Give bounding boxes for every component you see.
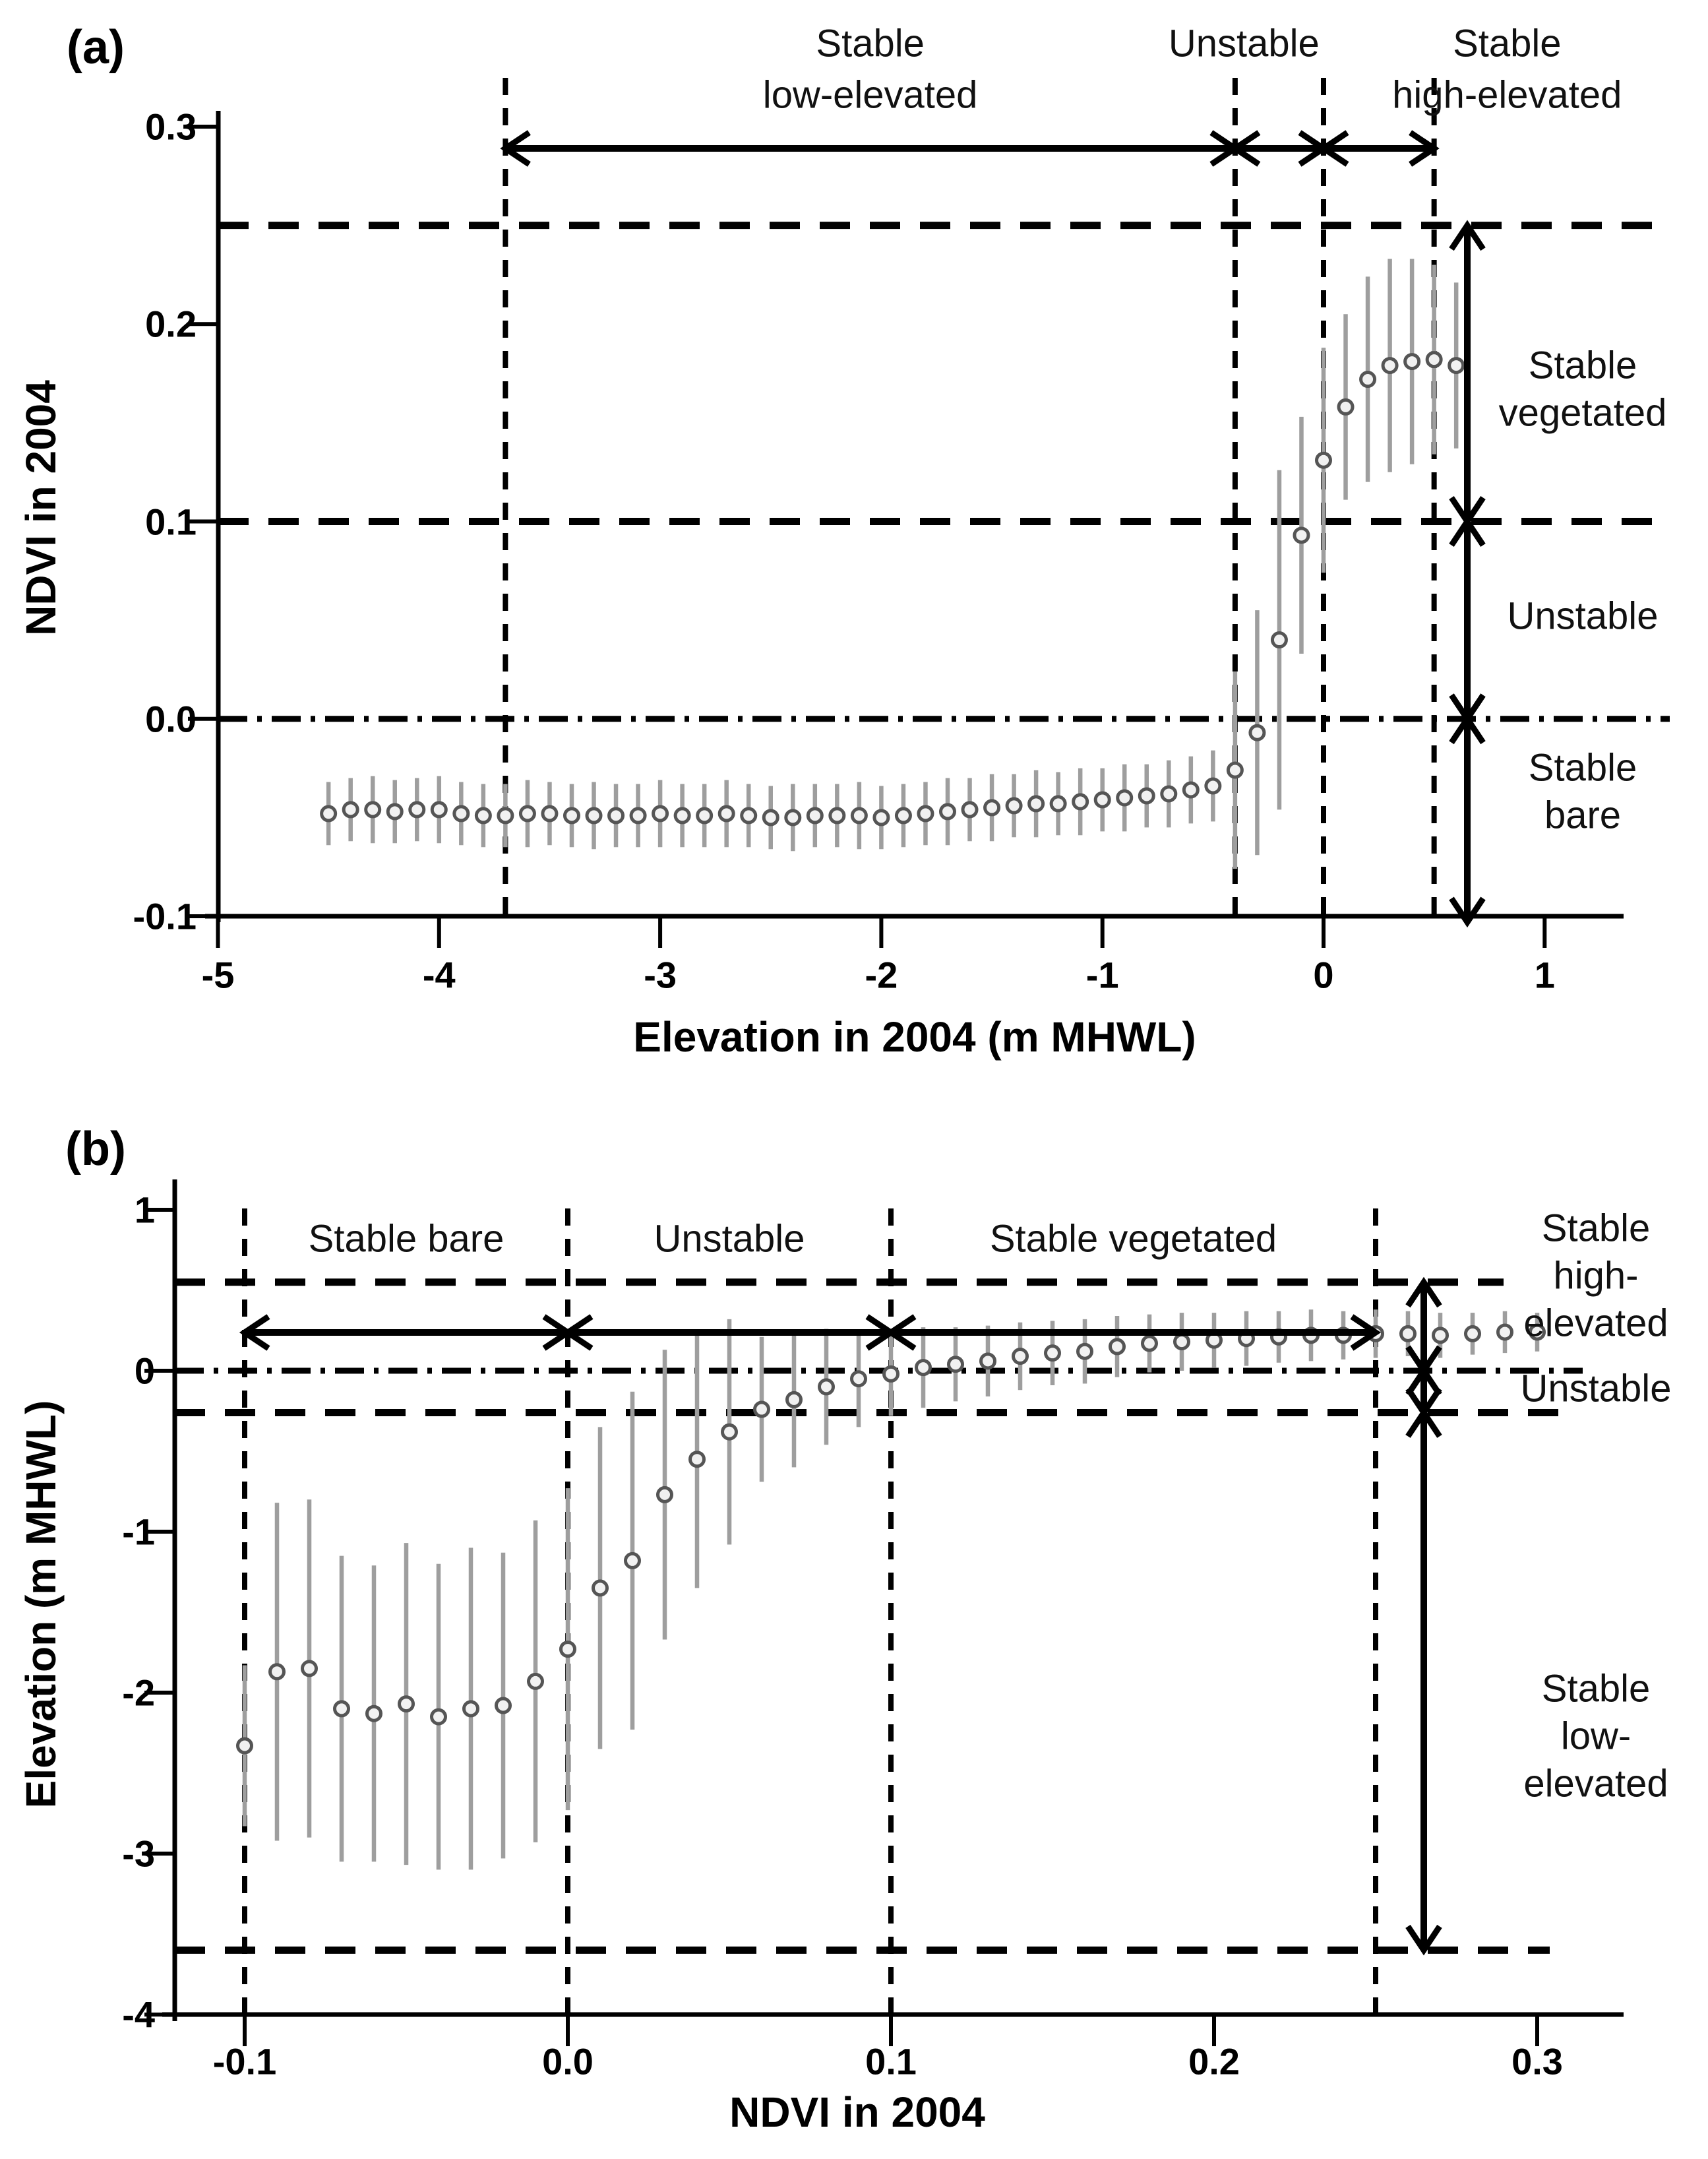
data-point bbox=[949, 1358, 963, 1371]
data-point bbox=[497, 1699, 510, 1712]
data-point bbox=[690, 1453, 704, 1466]
data-point bbox=[787, 1392, 801, 1406]
data-point bbox=[940, 805, 954, 819]
data-point bbox=[1140, 789, 1153, 803]
data-point bbox=[675, 809, 689, 823]
data-point bbox=[896, 809, 910, 823]
data-point bbox=[335, 1702, 349, 1716]
y-tick-label: 1 bbox=[134, 1189, 155, 1231]
top-region-label: Stable bbox=[816, 22, 925, 65]
y-tick-label: -1 bbox=[122, 1511, 155, 1553]
right-region-label: vegetated bbox=[1498, 391, 1667, 435]
data-point bbox=[1361, 373, 1375, 387]
data-point bbox=[594, 1581, 607, 1595]
y-tick-label: -2 bbox=[122, 1672, 155, 1714]
data-point bbox=[564, 809, 578, 823]
x-tick-label: -5 bbox=[201, 954, 235, 996]
panel-a-letter: (a) bbox=[67, 21, 125, 74]
data-point bbox=[631, 809, 645, 823]
data-point bbox=[917, 1361, 930, 1375]
data-point bbox=[609, 809, 623, 823]
top-region-label: Stable bbox=[1453, 22, 1562, 65]
data-point bbox=[742, 809, 756, 823]
data-point bbox=[238, 1739, 252, 1753]
data-point bbox=[366, 803, 380, 817]
y-tick-label: 0.1 bbox=[145, 501, 197, 542]
data-point bbox=[1143, 1336, 1157, 1350]
data-point bbox=[1118, 791, 1132, 805]
data-point bbox=[1272, 633, 1286, 647]
right-region-label: Stable bbox=[1541, 1206, 1651, 1250]
data-point bbox=[432, 1710, 446, 1724]
data-point bbox=[529, 1674, 543, 1688]
data-point bbox=[884, 1367, 898, 1381]
data-point bbox=[1228, 763, 1242, 777]
right-region-label: bare bbox=[1544, 794, 1622, 837]
data-point bbox=[919, 807, 932, 821]
y-tick-label: 0.2 bbox=[145, 303, 197, 345]
data-point bbox=[1383, 359, 1397, 373]
data-point bbox=[764, 811, 778, 825]
data-point bbox=[1401, 1327, 1415, 1340]
panel-b-letter: (b) bbox=[65, 1123, 126, 1175]
x-tick-label: 0.0 bbox=[542, 2040, 594, 2082]
right-region-label: Unstable bbox=[1520, 1367, 1672, 1410]
panel-b-x-axis-title: NDVI in 2004 bbox=[729, 2088, 985, 2136]
data-point bbox=[454, 807, 468, 821]
right-region-label: high- bbox=[1553, 1254, 1639, 1298]
data-point bbox=[820, 1380, 834, 1394]
data-point bbox=[587, 809, 601, 823]
data-point bbox=[1250, 726, 1264, 739]
data-point bbox=[1466, 1327, 1480, 1340]
data-point bbox=[1339, 400, 1353, 414]
data-point bbox=[476, 809, 490, 823]
data-point bbox=[1449, 359, 1463, 373]
top-region-label: Unstable bbox=[654, 1217, 805, 1261]
data-point bbox=[520, 807, 534, 821]
y-tick-label: -4 bbox=[122, 1993, 155, 2036]
data-point bbox=[981, 1354, 995, 1368]
data-point bbox=[1007, 799, 1021, 813]
data-point bbox=[410, 803, 424, 817]
data-point bbox=[432, 803, 446, 817]
data-point bbox=[1111, 1340, 1124, 1354]
data-point bbox=[1295, 528, 1308, 542]
data-point bbox=[1206, 779, 1220, 793]
data-point bbox=[1029, 797, 1043, 811]
data-point bbox=[1405, 355, 1419, 369]
data-point bbox=[658, 1487, 672, 1501]
data-point bbox=[1162, 787, 1176, 801]
data-point bbox=[874, 811, 888, 825]
data-point bbox=[1095, 793, 1109, 807]
right-region-label: Stable bbox=[1528, 746, 1637, 790]
data-point bbox=[303, 1662, 317, 1675]
x-tick-label: -0.1 bbox=[212, 2040, 277, 2082]
right-region-label: low- bbox=[1560, 1714, 1632, 1758]
data-point bbox=[723, 1425, 737, 1439]
data-point bbox=[852, 809, 866, 823]
right-region-label: elevated bbox=[1523, 1301, 1668, 1345]
top-region-label: low-elevated bbox=[762, 73, 978, 117]
data-point bbox=[1046, 1346, 1060, 1360]
panel-a-x-axis-title: Elevation in 2004 (m MHWL) bbox=[633, 1013, 1196, 1061]
x-tick-label: 0.3 bbox=[1511, 2040, 1563, 2082]
data-point bbox=[1175, 1335, 1189, 1349]
data-point bbox=[654, 807, 667, 821]
right-region-label: Stable bbox=[1541, 1667, 1651, 1710]
data-point bbox=[1014, 1350, 1027, 1363]
panel-a-y-axis-title: NDVI in 2004 bbox=[17, 380, 65, 636]
y-tick-label: 0.3 bbox=[145, 106, 197, 148]
top-region-label: Unstable bbox=[1168, 22, 1320, 65]
data-point bbox=[963, 803, 977, 817]
top-region-label: high-elevated bbox=[1392, 73, 1622, 117]
y-tick-label: -0.1 bbox=[133, 895, 197, 937]
data-point bbox=[755, 1402, 769, 1416]
data-point bbox=[1078, 1344, 1092, 1358]
data-point bbox=[1051, 797, 1065, 811]
x-tick-label: -1 bbox=[1085, 954, 1119, 996]
y-tick-label: 0.0 bbox=[145, 698, 197, 740]
right-region-label: Stable bbox=[1528, 344, 1637, 387]
x-tick-label: 0 bbox=[1313, 954, 1334, 996]
data-point bbox=[626, 1553, 640, 1567]
data-point bbox=[1074, 795, 1087, 809]
data-point bbox=[499, 809, 512, 823]
right-region-label: Unstable bbox=[1507, 594, 1659, 638]
x-tick-label: -4 bbox=[422, 954, 456, 996]
data-point bbox=[543, 807, 557, 821]
data-point bbox=[852, 1372, 866, 1386]
top-region-label: Stable bare bbox=[308, 1217, 504, 1261]
data-point bbox=[985, 801, 999, 815]
data-point bbox=[270, 1665, 284, 1679]
x-tick-label: -3 bbox=[644, 954, 677, 996]
top-region-label: Stable vegetated bbox=[989, 1217, 1277, 1261]
data-point bbox=[367, 1706, 381, 1720]
data-point bbox=[786, 811, 800, 825]
data-point bbox=[1434, 1329, 1448, 1342]
x-tick-label: -2 bbox=[865, 954, 898, 996]
right-region-label: elevated bbox=[1523, 1762, 1668, 1805]
panel-b-y-axis-title: Elevation (m MHWL) bbox=[17, 1400, 65, 1809]
data-point bbox=[1427, 353, 1441, 367]
data-point bbox=[561, 1643, 575, 1656]
x-tick-label: 0.1 bbox=[865, 2040, 917, 2082]
data-point bbox=[1184, 783, 1198, 797]
y-tick-label: -3 bbox=[122, 1832, 155, 1875]
data-point bbox=[719, 807, 733, 821]
data-point bbox=[464, 1702, 478, 1716]
data-point bbox=[388, 805, 402, 819]
data-point bbox=[322, 807, 336, 821]
y-tick-label: 0 bbox=[134, 1350, 155, 1392]
data-point bbox=[1498, 1325, 1512, 1339]
data-point bbox=[1317, 453, 1331, 467]
x-tick-label: 0.2 bbox=[1188, 2040, 1240, 2082]
x-tick-label: 1 bbox=[1534, 954, 1555, 996]
data-point bbox=[344, 803, 357, 817]
data-point bbox=[808, 809, 822, 823]
data-point bbox=[400, 1697, 413, 1711]
data-point bbox=[830, 809, 844, 823]
data-point bbox=[698, 809, 712, 823]
